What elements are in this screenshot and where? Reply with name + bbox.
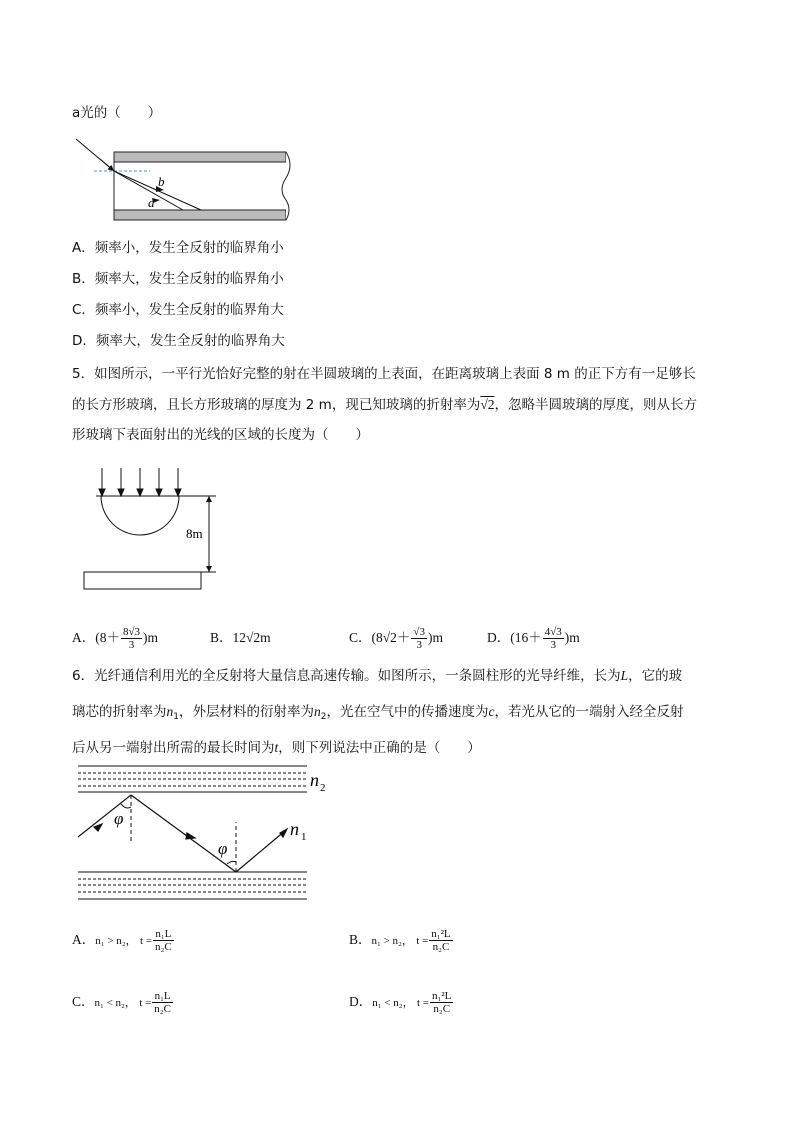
fig-n2-sub: 2 [320,782,326,794]
q6-line1: 6．光纤通信利用光的全反射将大量信息高速传输。如图所示，一条圆柱形的光导纤维，长为L，它的玻 [72,668,683,684]
q5-line1: 5．如图所示，一平行光恰好完整的射在半圆玻璃的上表面，在距离玻璃上表面 8 m 的正下方有一足够长 [72,366,696,382]
q6-line3: 后从另一端射出所需的最长时间为t，则下列说法中正确的是（ ） [72,740,481,756]
q5-figure [0,460,794,600]
q4-figure [0,0,794,240]
q4-option-b[interactable]: B．频率大，发生全反射的临界角小 [72,271,284,287]
q6-option-d[interactable]: D．n₁ < n₂， t = $\frac{\text{n₁²L}}{\text{n₂C}}$ [349,990,452,1016]
ray-a-label: a [148,195,155,210]
ray-b-label: b [158,174,165,189]
q6-option-c[interactable]: C．n₁ < n₂， t = $\frac{\text{n₁L}}{\text{n₂C}}$ [72,990,171,1016]
q4-option-c[interactable]: C．频率小，发生全反射的临界角大 [72,302,284,318]
q5-option-c[interactable]: C．(8√2＋ $\frac{√3}{3}$ )m [349,626,443,652]
q6-option-a[interactable]: A．n₁ > n₂， t = $\frac{\text{n₁L}}{\text{n₂C}}$ [72,928,172,954]
q6-option-b[interactable]: B．n₁ > n₂， t = $\frac{\text{n₁²L}}{\text{n₂C}}$ [349,928,451,954]
q5-option-b[interactable]: B．12√2m [210,630,271,645]
q5-line3: 形玻璃下表面射出的光线的区域的长度为（ ） [72,427,369,443]
q6-line2: 璃芯的折射率为$n_1$，外层材料的衍射率为$n_2$，光在空气中的传播速度为c，若光从它的一端射入经全反射 [72,704,684,722]
fig-phi-bottom: φ [218,839,228,858]
dim-8m-label: 8m [186,526,203,541]
fig-n1-sub: 1 [301,831,307,843]
q6-figure [0,760,794,910]
q4-option-a[interactable]: A．频率小，发生全反射的临界角小 [72,240,284,256]
fig-phi-top: φ [114,809,124,828]
q4-stem: a光的（ ） [72,105,162,121]
fig-n1-label: n [290,819,299,839]
q4-option-d[interactable]: D．频率大，发生全反射的临界角大 [72,333,285,349]
fig-n2-label: n [310,770,319,790]
q5-option-a[interactable]: A．(8＋ $\frac{8√3}{3}$ )m [72,626,159,652]
q5-option-d[interactable]: D．(16＋ $\frac{4√3}{3}$ )m [487,626,580,652]
q5-line2: 的长方形玻璃，且长方形玻璃的厚度为 2 m，现已知玻璃的折射率为√2，忽略半圆玻璃的厚度，则从长方 [72,397,697,413]
